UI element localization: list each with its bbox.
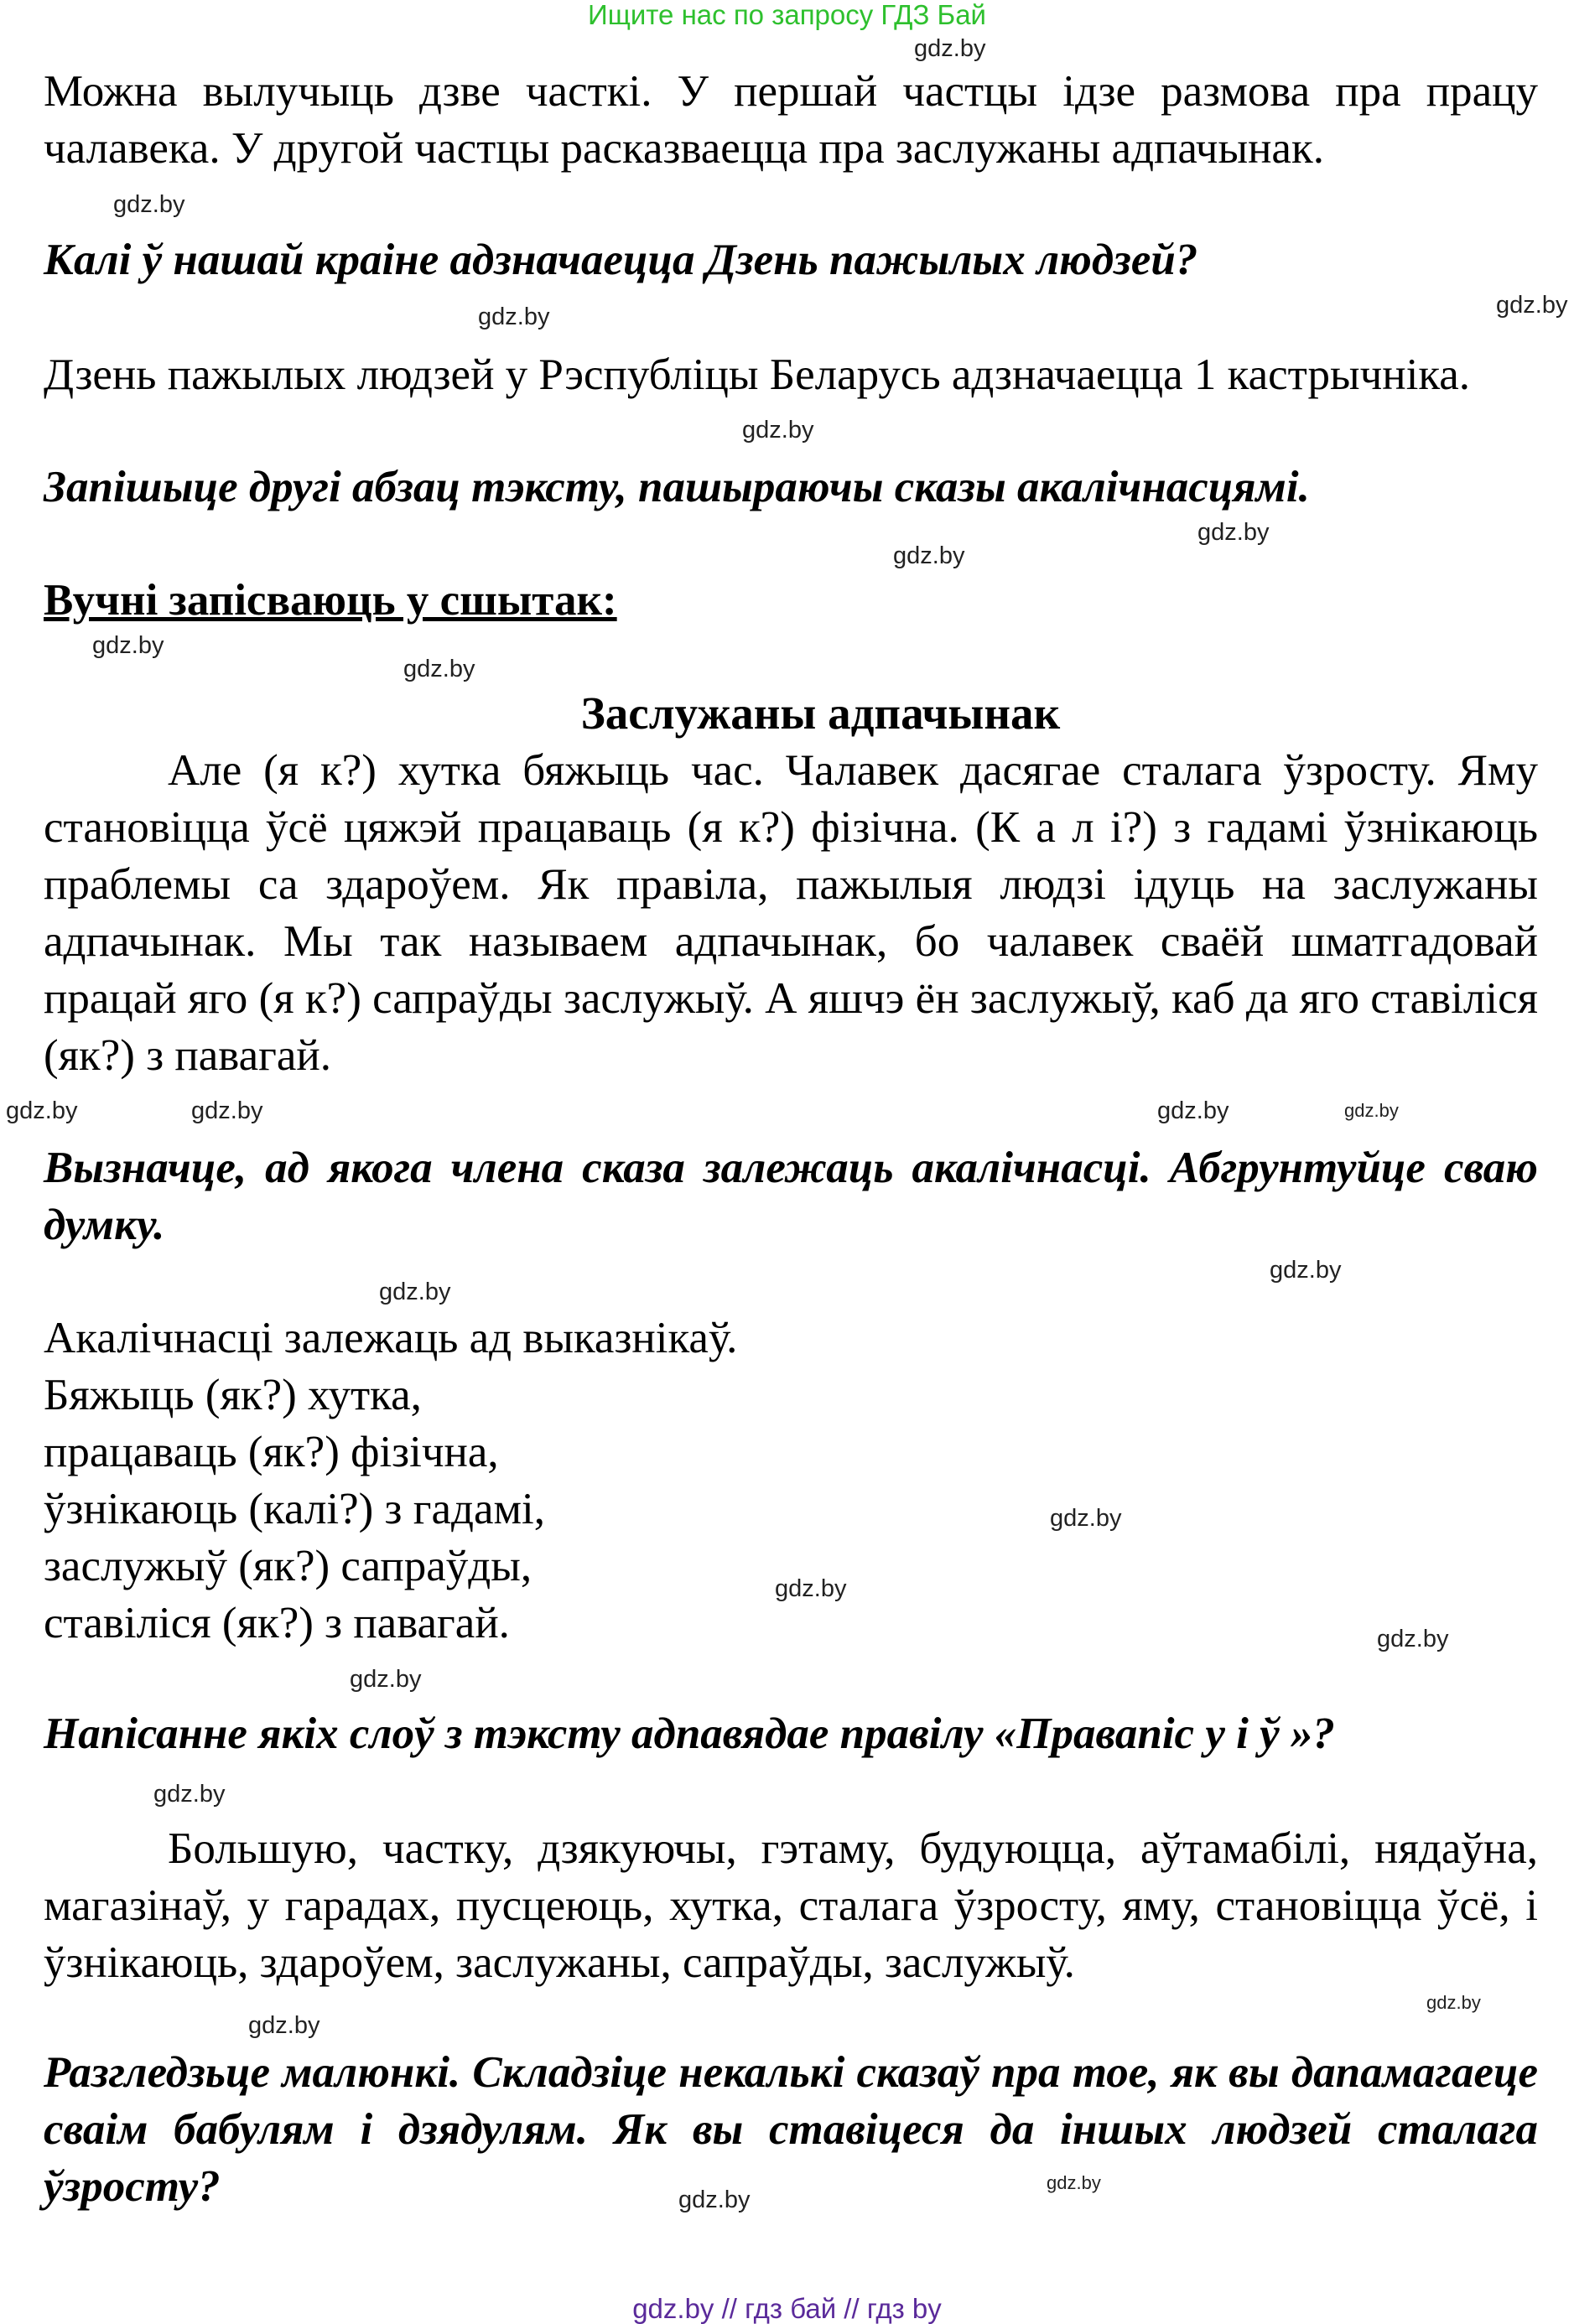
watermark: gdz.by	[478, 303, 550, 330]
watermark: gdz.by	[1496, 292, 1568, 319]
answer-elderly-day: Дзень пажылых людзей у Рэспубліцы Беларусь адзначаецца 1 кастрычніка.	[44, 350, 1471, 399]
list-item: Бяжыць (як?) хутка,	[44, 1371, 422, 1419]
search-banner: Ищите нас по запросу ГДЗ Бай	[588, 0, 986, 30]
watermark: gdz.by	[678, 2187, 751, 2213]
list-item: Акалічнасці залежаць ад выказнікаў.	[44, 1314, 738, 1362]
watermark: gdz.by	[742, 417, 814, 444]
watermark: gdz.by	[92, 632, 164, 659]
watermark: gdz.by	[6, 1097, 78, 1124]
watermark: gdz.by	[153, 1781, 226, 1808]
watermark: gdz.by	[893, 542, 965, 569]
watermark: gdz.by	[1197, 519, 1270, 546]
watermark: gdz.by	[1377, 1626, 1449, 1652]
paragraph-parts: Можна вылучыць дзве часткі. У першай частцы ідзе размова пра працу чалавека. У другой частцы расказваецца пра заслужаны адпачынак.	[44, 67, 1538, 173]
footer-links: gdz.by // гдз бай // гдз by	[632, 2293, 942, 2324]
watermark: gdz.by	[1426, 1992, 1481, 2013]
watermark: gdz.by	[775, 1575, 847, 1602]
text-body: Але (я к?) хутка бяжыць час. Чалавек дасягае сталага ўзросту. Яму становіцца ўсё цяжэй працаваць (я к?) фізічна. (К а л і?) з гадамі ўзнікаюць праблемы са здароўем. Як правіла, пажылыя людзі ідуць на заслужаны адпачынак. Мы так называем адпачынак, бо чалавек сваёй шматгадовай працай яго (я к?) сапраўды заслужыў. А яшчэ ён заслужыў, каб да яго ставіліся (як?) з павагай.	[44, 746, 1538, 1080]
question-adverbials: Вызначце, ад якога члена сказа залежаць акалічнасці. Абгрунтуйце сваю думку.	[44, 1144, 1538, 1249]
text-title: Заслужаны адпачынак	[580, 687, 1061, 739]
watermark: gdz.by	[403, 656, 475, 682]
answer-spelling-rule: Большую, частку, дзякуючы, гэтаму, будуюцца, аўтамабілі, нядаўна, магазінаў, у гарадах, пусцеюць, хутка, сталага ўзросту, яму, становіцца ўсё, і ўзнікаюць, здароўем, заслужаны, сапраўды, заслужыў.	[44, 1824, 1538, 1987]
watermark: gdz.by	[350, 1666, 422, 1693]
list-item: ставіліся (як?) з павагай.	[44, 1599, 510, 1647]
list-item: ўзнікаюць (калі?) з гадамі,	[44, 1485, 546, 1533]
watermark: gdz.by	[191, 1097, 263, 1124]
question-elderly-day: Калі ў нашай краіне адзначаецца Дзень пажылых людзей?	[44, 236, 1198, 284]
list-item: заслужыў (як?) сапраўды,	[44, 1542, 532, 1590]
answer-adverbials-list	[44, 1310, 1538, 1652]
watermark: gdz.by	[113, 191, 185, 218]
question-pictures: Разгледзьце малюнкі. Складзіце некалькі сказаў пра тое, як вы дапамагаеце сваім бабулям і дзядулям. Як вы ставіцеся да іншых людзей сталага ўзросту?	[44, 2048, 1538, 2211]
list-item: працаваць (як?) фізічна,	[44, 1428, 499, 1476]
watermark: gdz.by	[379, 1279, 451, 1305]
section-heading: Вучні запісваюць у сшытак:	[44, 576, 617, 625]
watermark: gdz.by	[248, 2012, 320, 2039]
question-expand-sentences: Запішыце другі абзац тэксту, пашыраючы сказы акалічнасцямі.	[44, 463, 1310, 511]
question-spelling-rule: Напісанне якіх слоў з тэксту адпавядае правілу «Правапіс у і ў »?	[44, 1709, 1335, 1758]
watermark: gdz.by	[1050, 1505, 1122, 1532]
watermark: gdz.by	[1270, 1257, 1342, 1284]
watermark: gdz.by	[914, 35, 986, 62]
watermark: gdz.by	[1047, 2172, 1101, 2193]
watermark: gdz.by	[1157, 1097, 1229, 1124]
watermark: gdz.by	[1344, 1100, 1399, 1121]
